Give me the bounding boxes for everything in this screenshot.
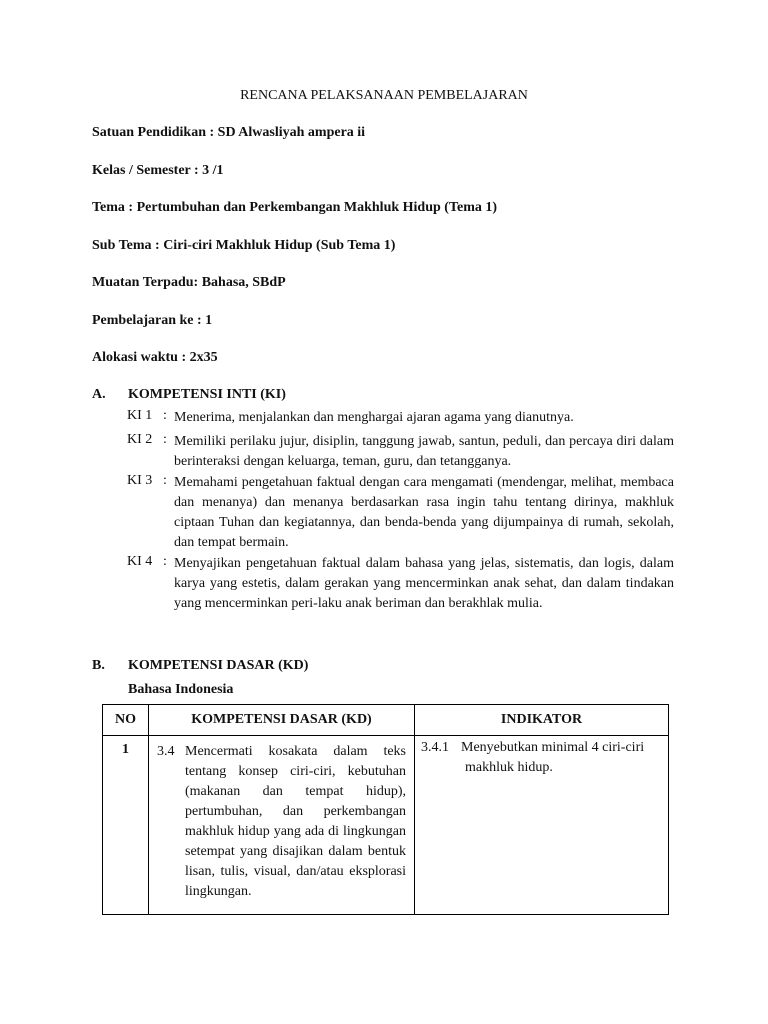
tema: Tema : Pertumbuhan dan Perkembangan Makhluk Hidup (Tema 1) [92,200,498,215]
ki-colon: : [163,408,167,423]
indikator-number: 3.4.1 [421,740,449,755]
sub-tema: Sub Tema : Ciri-ciri Makhluk Hidup (Sub Tema 1) [92,238,396,253]
section-b-letter: B. [92,658,105,673]
section-b-heading: KOMPETENSI DASAR (KD) [128,658,309,673]
row-no: 1 [103,736,149,915]
ki-colon: : [163,432,167,447]
ki-text: Memahami pengetahuan faktual dengan cara mengamati (mendengar, melihat, membaca dan menanya) dan menanya berdasarkan rasa ingin tahu tentang dirinya, makhluk ciptaan Tuhan dan kegiatannya, dan benda-benda yang dijumpainya di rumah, sekolah, dan tempat bermain. [174,475,674,550]
kd-cell [149,736,415,915]
indikator-text-line2: makhluk hidup. [465,760,553,775]
ki-label: KI 3 [127,473,153,488]
kelas-semester: Kelas / Semester : 3 /1 [92,163,224,178]
indikator-cell [415,736,669,915]
alokasi-waktu: Alokasi waktu : 2x35 [92,350,218,365]
ki-text: Memiliki perilaku jujur, disiplin, tanggung jawab, santun, peduli, dan percaya diri dalam berinteraksi dengan keluarga, teman, guru, dan tetangganya. [174,434,674,469]
ki-label: KI 1 [127,408,153,423]
muatan-terpadu: Muatan Terpadu: Bahasa, SBdP [92,275,286,290]
pembelajaran-ke: Pembelajaran ke : 1 [92,313,213,328]
kd-text: Mencermati kosakata dalam teks tentang konsep ciri-ciri, kebutuhan (makanan dan tempat hidup), pertumbuhan, dan perkembangan makhluk hidup yang ada di lingkungan setempat yang disajikan dalam bentuk lisan, tulis, visual, dan/atau eksplorasi lingkungan. [185,744,406,899]
table-row [103,736,669,915]
section-a-heading: KOMPETENSI INTI (KI) [128,387,286,402]
section-a-letter: A. [92,387,106,402]
kd-table [102,704,669,915]
document-title: RENCANA PELAKSANAAN PEMBELAJARAN [240,88,528,103]
ki-colon: : [163,473,167,488]
header-indikator: INDIKATOR [415,705,669,736]
ki-label: KI 2 [127,432,153,447]
indikator-text-line1: Menyebutkan minimal 4 ciri-ciri [461,740,645,755]
header-no: NO [103,705,149,736]
kd-number: 3.4 [157,744,175,759]
section-b-subheading: Bahasa Indonesia [128,682,234,697]
ki-text: Menyajikan pengetahuan faktual dalam bahasa yang jelas, sistematis, dan logis, dalam karya yang estetis, dalam gerakan yang mencerminkan anak sehat, dan dalam tindakan yang mencerminkan peri-laku anak beriman dan berakhlak mulia. [174,556,674,611]
ki-colon: : [163,554,167,569]
header-kd: KOMPETENSI DASAR (KD) [149,705,415,736]
table-header-row [103,705,669,736]
ki-text: Menerima, menjalankan dan menghargai ajaran agama yang dianutnya. [174,410,574,425]
ki-label: KI 4 [127,554,153,569]
satuan-pendidikan: Satuan Pendidikan : SD Alwasliyah ampera ii [92,125,366,140]
